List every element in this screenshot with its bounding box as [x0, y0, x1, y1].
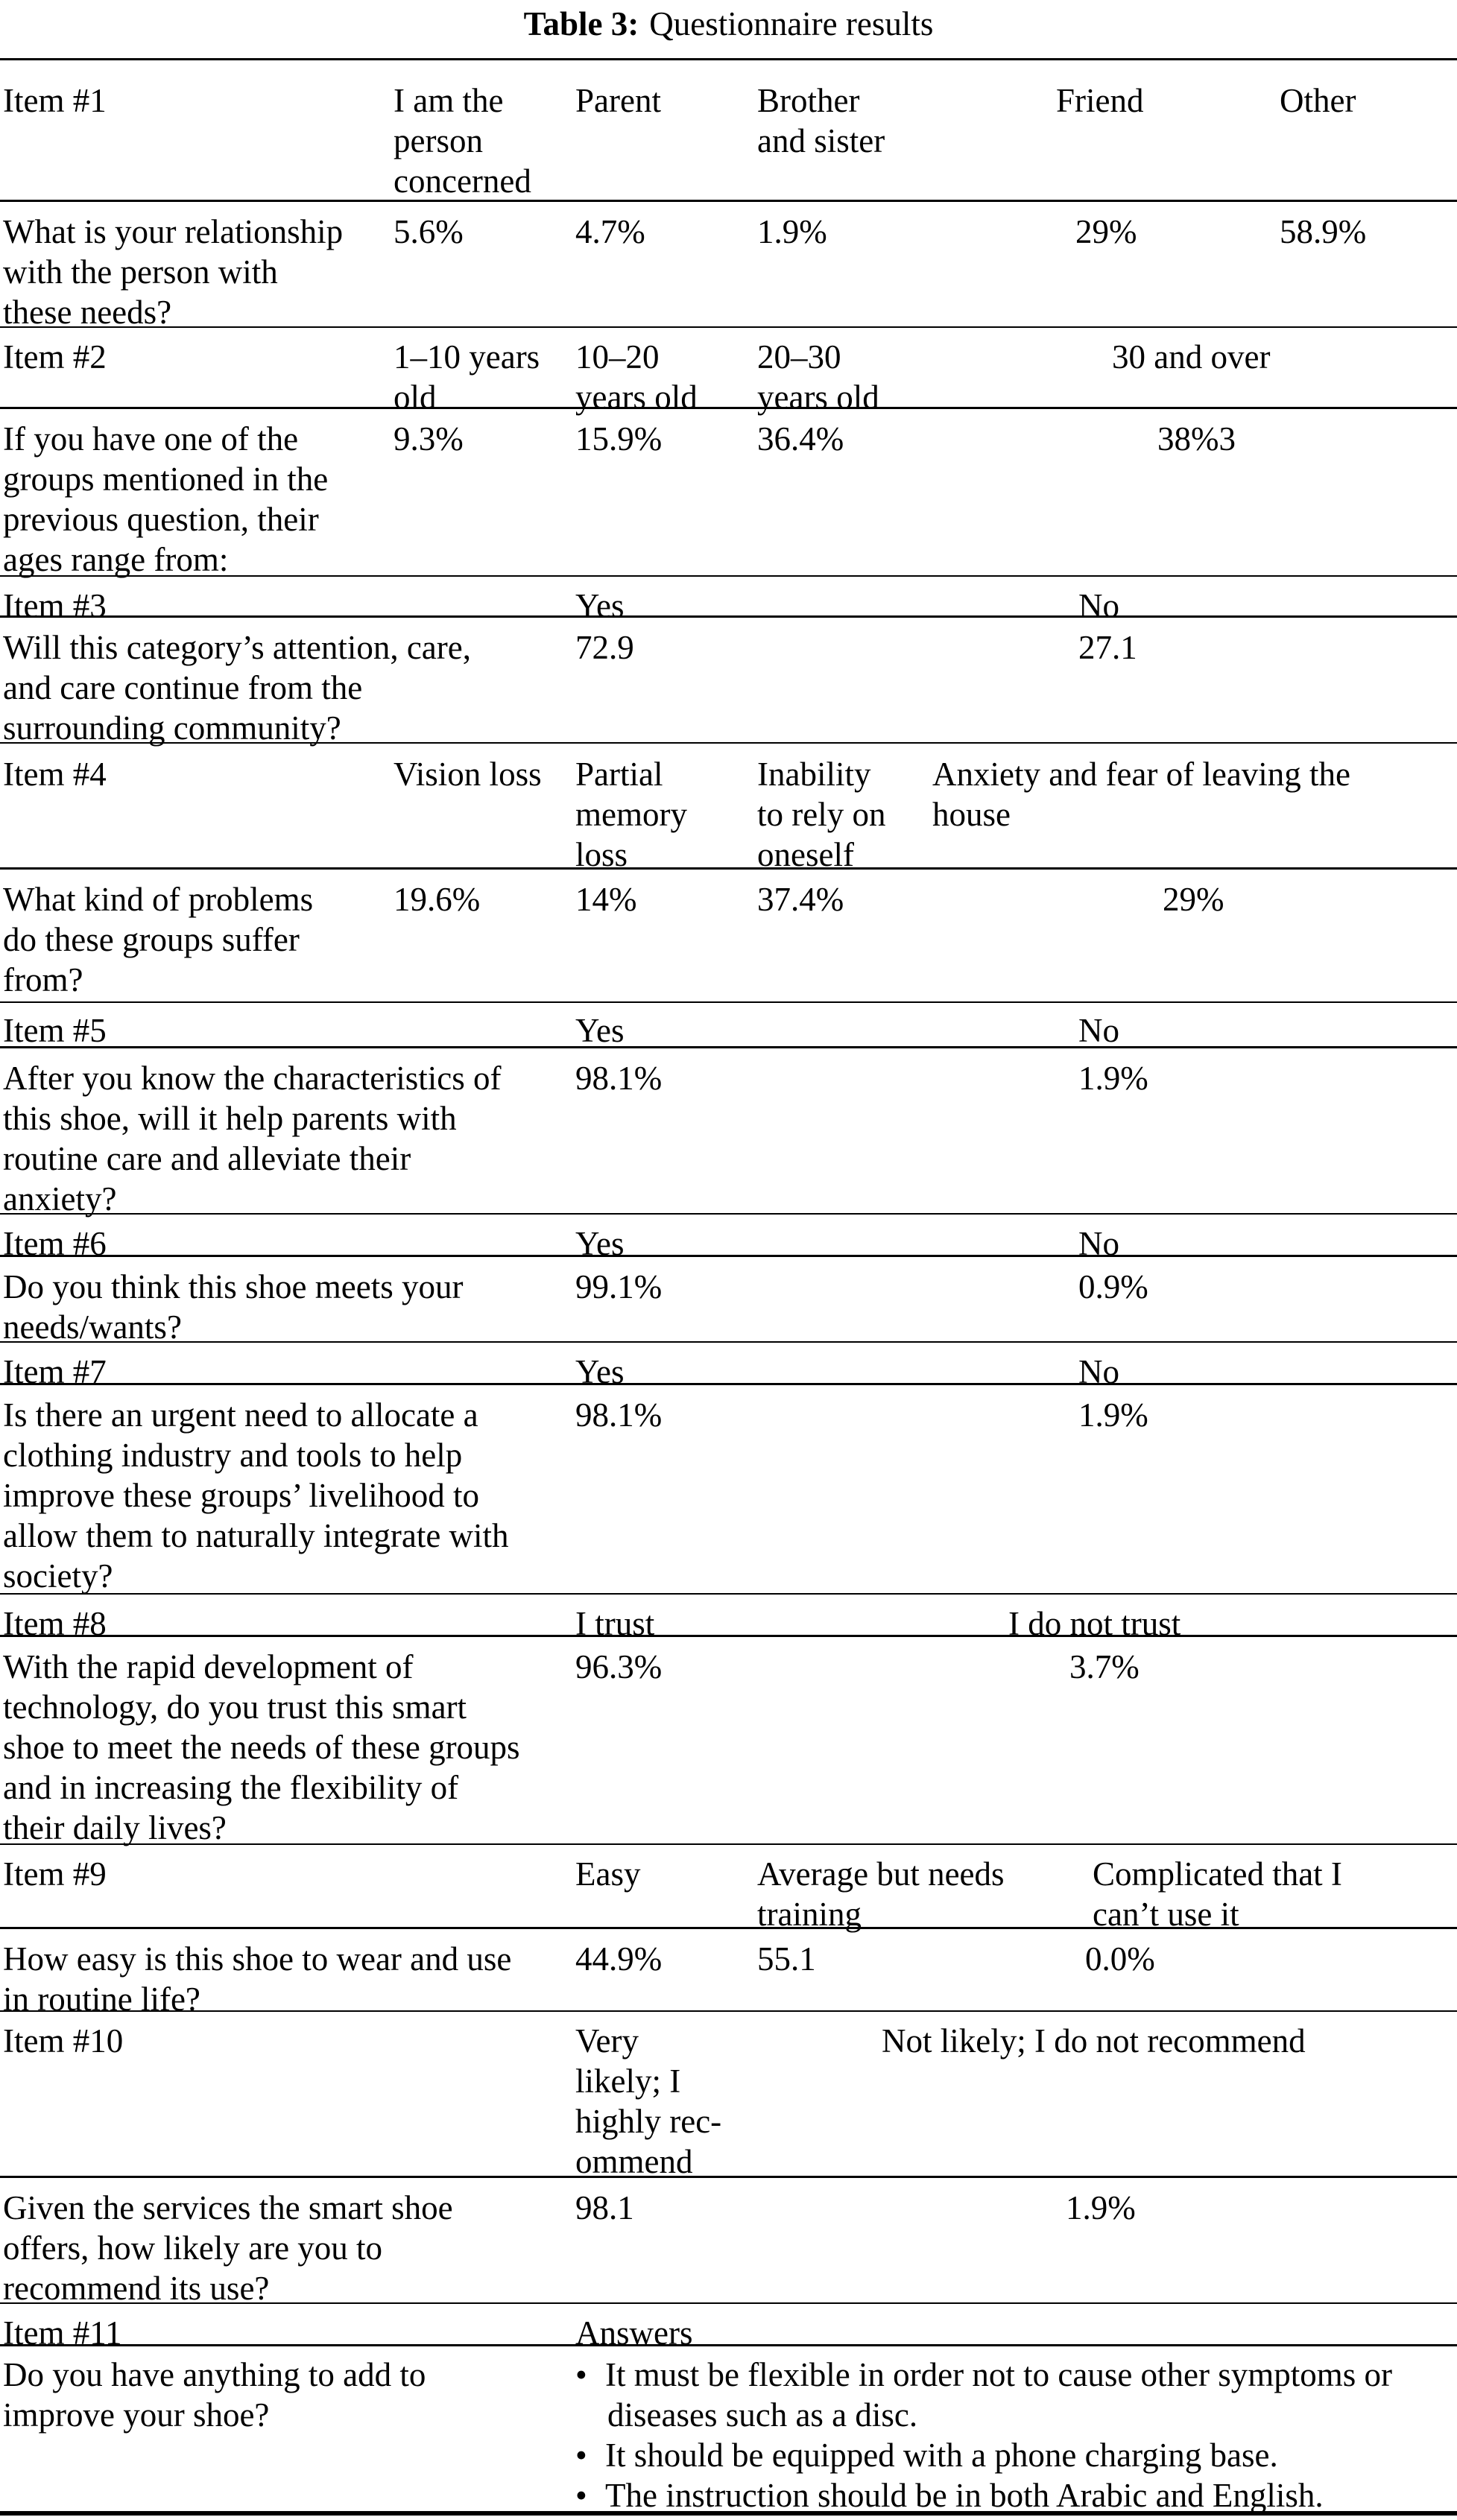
value-cell: 96.3% — [575, 1648, 663, 1685]
value-cell: 9.3% — [394, 420, 464, 458]
option-header: memory — [575, 796, 687, 833]
question-text: this shoe, will it help parents with — [3, 1100, 457, 1137]
question-text: With the rapid development of — [3, 1648, 414, 1685]
option-header: Parent — [575, 82, 661, 119]
question-text: and care continue from the — [3, 669, 363, 706]
answers-list — [575, 2475, 1324, 2516]
option-header: Inability — [757, 756, 871, 793]
value-cell: 4.7% — [575, 213, 645, 250]
item-label: Item #10 — [3, 2022, 124, 2060]
bullet-icon: • — [575, 2437, 587, 2474]
option-header: No — [1078, 1353, 1119, 1390]
option-header: I do not trust — [1008, 1605, 1181, 1642]
option-header: Yes — [575, 1225, 625, 1262]
value-cell: 58.9% — [1280, 213, 1367, 250]
value-cell: 0.9% — [1078, 1268, 1148, 1305]
question-text: If you have one of the — [3, 420, 299, 458]
answers-list — [575, 2435, 1278, 2475]
question-text: anxiety? — [3, 1180, 117, 1218]
option-header: Yes — [575, 587, 625, 624]
table-rule — [0, 1001, 1457, 1003]
question-text: Given the services the smart shoe — [3, 2189, 453, 2226]
option-header: and sister — [757, 122, 885, 159]
value-cell: 14% — [575, 881, 637, 918]
option-header: house — [932, 796, 1011, 833]
table-rule — [0, 1213, 1457, 1215]
option-header: concerned — [394, 162, 531, 200]
value-cell: 1.9% — [1078, 1060, 1148, 1097]
option-header: Easy — [575, 1855, 641, 1893]
question-text: What is your relationship — [3, 213, 344, 250]
option-header: training — [757, 1896, 862, 1933]
question-text: in routine life? — [3, 1981, 200, 2018]
question-text: What kind of problems — [3, 881, 314, 918]
option-header: 10–20 — [575, 338, 660, 376]
question-text: improve these groups’ livelihood to — [3, 1477, 480, 1514]
option-header: oneself — [757, 836, 854, 873]
question-text: allow them to naturally integrate with — [3, 1517, 509, 1554]
value-cell: 19.6% — [394, 881, 481, 918]
item-label: Item #9 — [3, 1855, 107, 1893]
value-cell: 98.1 — [575, 2189, 634, 2226]
option-header: Partial — [575, 756, 663, 793]
item-label: Item #11 — [3, 2314, 122, 2352]
question-text: previous question, their — [3, 501, 319, 538]
value-cell: 55.1 — [757, 1940, 816, 1978]
table-rule — [0, 1341, 1457, 1343]
question-text: groups mentioned in the — [3, 460, 329, 498]
question-text: and in increasing the flexibility of — [3, 1769, 459, 1806]
option-header: years old — [757, 379, 879, 416]
value-cell: 1.9% — [1078, 1396, 1148, 1434]
item-label: Item #6 — [3, 1225, 107, 1262]
table-rule — [0, 200, 1457, 202]
question-text: How easy is this shoe to wear and use — [3, 1940, 512, 1978]
bullet-icon: • — [575, 2356, 587, 2393]
option-header: Average but needs — [757, 1855, 1005, 1893]
question-text: Will this category’s attention, care, — [3, 629, 471, 666]
option-header: loss — [575, 836, 628, 873]
question-text: Is there an urgent need to allocate a — [3, 1396, 478, 1434]
option-header: likely; I — [575, 2062, 681, 2100]
option-header: Brother — [757, 82, 860, 119]
table-rule — [0, 1635, 1457, 1637]
option-header: Vision loss — [394, 756, 542, 793]
option-header: 30 and over — [1112, 338, 1271, 376]
option-header: to rely on — [757, 796, 886, 833]
table-rule — [0, 58, 1457, 60]
answer-text: It must be flexible in order not to cause other symptoms or — [605, 2356, 1393, 2393]
option-header: ommend — [575, 2143, 693, 2180]
option-header: can’t use it — [1093, 1896, 1239, 1933]
table-rule — [0, 2344, 1457, 2346]
item-label: Item #1 — [3, 82, 107, 119]
question-text: shoe to meet the needs of these groups — [3, 1729, 520, 1766]
value-cell: 0.0% — [1085, 1940, 1155, 1978]
option-header: No — [1078, 587, 1119, 624]
option-header: Not likely; I do not recommend — [882, 2022, 1306, 2060]
question-text: technology, do you trust this smart — [3, 1688, 467, 1726]
value-cell: 1.9% — [1066, 2189, 1136, 2226]
answers-list — [607, 2395, 917, 2435]
option-header: 20–30 — [757, 338, 841, 376]
value-cell: 29% — [1163, 881, 1224, 918]
item-label: Item #5 — [3, 1012, 107, 1049]
value-cell: 98.1% — [575, 1396, 663, 1434]
item-label: Item #2 — [3, 338, 107, 376]
item-label: Item #4 — [3, 756, 107, 793]
value-cell: 27.1 — [1078, 629, 1137, 666]
value-cell: 29% — [1075, 213, 1137, 250]
option-header: Friend — [1056, 82, 1144, 119]
option-header: person — [394, 122, 483, 159]
item-label: Item #7 — [3, 1353, 107, 1390]
table-rule — [0, 1255, 1457, 1257]
value-cell: 3.7% — [1069, 1648, 1140, 1685]
option-header: I am the — [394, 82, 504, 119]
option-header: old — [394, 379, 437, 416]
question-text: with the person with — [3, 253, 278, 291]
answer-text: diseases such as a disc. — [607, 2396, 918, 2434]
table-rule — [0, 867, 1457, 870]
option-header: No — [1078, 1225, 1119, 1262]
question-text: do these groups suffer — [3, 921, 300, 958]
answer-text: It should be equipped with a phone charging base. — [605, 2437, 1278, 2474]
table-rule — [0, 2176, 1457, 2178]
question-text: After you know the characteristics of — [3, 1060, 502, 1097]
item-label: Item #3 — [3, 587, 107, 624]
item-label: Item #8 — [3, 1605, 107, 1642]
table-rule — [0, 1383, 1457, 1385]
option-header: Answers — [575, 2314, 693, 2352]
question-text: needs/wants? — [3, 1308, 182, 1346]
question-text: recommend its use? — [3, 2270, 270, 2307]
option-header: I trust — [575, 1605, 655, 1642]
value-cell: 44.9% — [575, 1940, 663, 1978]
question-text: their daily lives? — [3, 1809, 227, 1846]
option-header: Very — [575, 2022, 639, 2060]
value-cell: 72.9 — [575, 629, 634, 666]
value-cell: 15.9% — [575, 420, 663, 458]
answer-text: The instruction should be in both Arabic and English. — [605, 2477, 1324, 2514]
question-text: ages range from: — [3, 541, 229, 578]
question-text: Do you think this shoe meets your — [3, 1268, 464, 1305]
table-rule — [0, 2010, 1457, 2012]
bullet-icon: • — [575, 2477, 587, 2514]
option-header: Other — [1280, 82, 1356, 119]
question-text: Do you have anything to add to — [3, 2356, 426, 2393]
value-cell: 5.6% — [394, 213, 464, 250]
option-header: Yes — [575, 1012, 625, 1049]
table-rule — [0, 326, 1457, 328]
option-header: Yes — [575, 1353, 625, 1390]
question-text: offers, how likely are you to — [3, 2229, 383, 2267]
value-cell: 38%3 — [1157, 420, 1236, 458]
question-text: improve your shoe? — [3, 2396, 270, 2434]
option-header: 1–10 years — [394, 338, 540, 376]
question-text: surrounding community? — [3, 709, 341, 747]
table-rule — [0, 1046, 1457, 1048]
question-text: from? — [3, 961, 83, 998]
question-text: these needs? — [3, 294, 172, 331]
value-cell: 1.9% — [757, 213, 827, 250]
question-text: society? — [3, 1557, 113, 1595]
table-caption-label: Table 3: — [523, 5, 639, 42]
answers-list — [575, 2355, 1392, 2395]
table-caption — [0, 1, 1457, 46]
question-text: routine care and alleviate their — [3, 1140, 411, 1177]
option-header: Anxiety and fear of leaving the — [932, 756, 1351, 793]
table-rule — [0, 1593, 1457, 1595]
option-header: years old — [575, 379, 698, 416]
table-caption-text: Questionnaire results — [649, 5, 934, 42]
value-cell: 37.4% — [757, 881, 844, 918]
option-header: Complicated that I — [1093, 1855, 1342, 1893]
value-cell: 36.4% — [757, 420, 844, 458]
option-header: highly rec- — [575, 2103, 722, 2140]
value-cell: 98.1% — [575, 1060, 663, 1097]
table-rule — [0, 615, 1457, 618]
option-header: No — [1078, 1012, 1119, 1049]
table-rule — [0, 407, 1457, 409]
question-text: clothing industry and tools to help — [3, 1437, 463, 1474]
value-cell: 99.1% — [575, 1268, 663, 1305]
